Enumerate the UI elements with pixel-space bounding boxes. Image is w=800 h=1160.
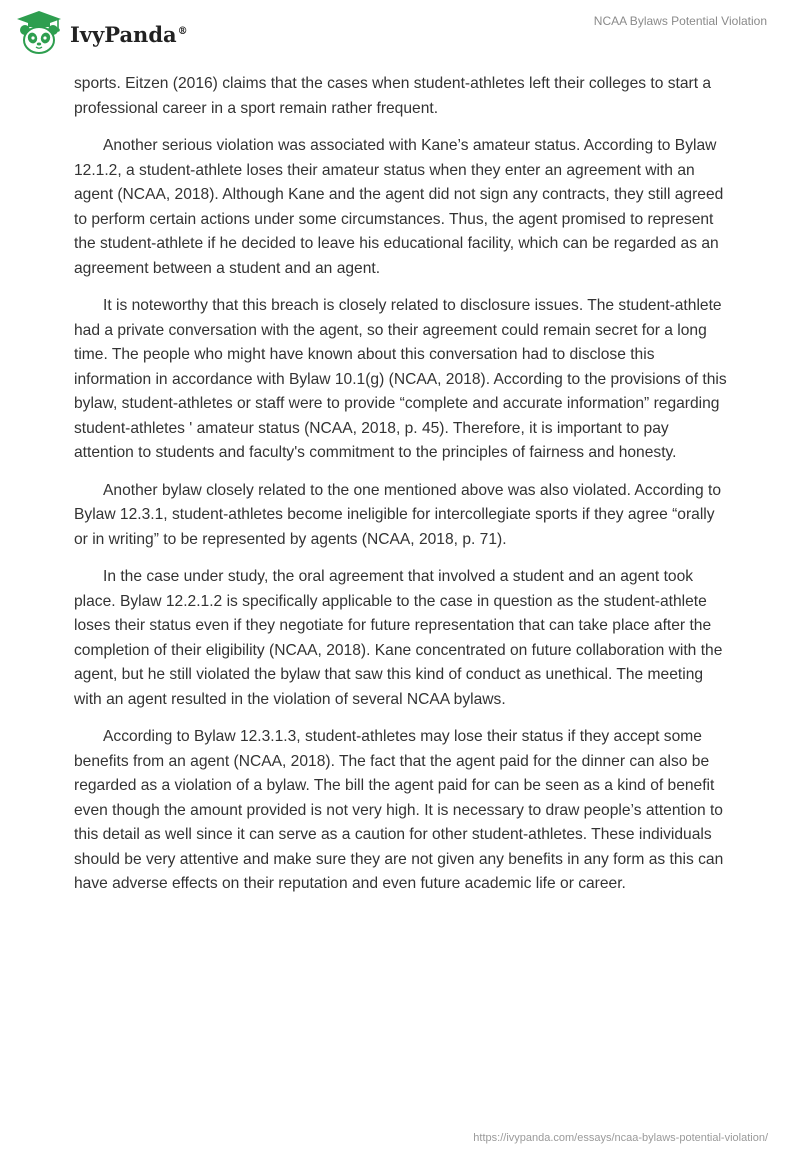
paragraph: It is noteworthy that this breach is closely related to disclosure issues. The student-athlete had a private conversation with the agent, so their agreement could remain secret for a long time. The people who might have known about this conversation had to disclose this information in accordance with Bylaw 10.1(g) (NCAA, 2018). According to the provisions of this bylaw, student-athletes or staff were to provide “complete and accurate information” regarding student-athletes ' amateur status (NCAA, 2018, p. 45). Therefore, it is important to pay attention to students and faculty's commitment to the principles of fairness and honesty.: [74, 297, 727, 461]
paragraph: Another serious violation was associated with Kane’s amateur status. According to Bylaw 12.1.2, a student-athlete loses their amateur status when they enter an agreement with an agent (NCAA, 2018). Although Kane and the agent did not sign any contracts, they still agreed to perform certain actions under some circumstances. Thus, the agent promised to represent the student-athlete if he decided to leave his educational facility, which can be regarded as an agreement between a student and an agent.: [74, 137, 724, 277]
logo-wordmark: IvyPanda®: [70, 21, 188, 47]
document-title: NCAA Bylaws Potential Violation: [593, 14, 767, 28]
ivypanda-logo[interactable]: [14, 8, 188, 58]
paragraph: Another bylaw closely related to the one mentioned above was also violated. According to Bylaw 12.3.1, student-athletes become ineligible for intercollegiate sports if they agree “orally or in writing” to be represented by agents (NCAA, 2018, p. 71).: [74, 481, 722, 548]
essay-body: [74, 72, 728, 910]
paragraph: In the case under study, the oral agreement that involved a student and an agent took place. Bylaw 12.2.1.2 is specifically applicable to the case in question as the student-athlete loses their status even if they negotiate for future representation that can take place after the completion of their eligibility (NCAA, 2018). Kane concentrated on future collaboration with the agent, but he still violated the bylaw that saw this kind of conduct as unethical. The meeting with an agent resulted in the violation of several NCAA bylaws.: [74, 568, 723, 708]
panda-graduate-icon: [14, 9, 64, 57]
paragraph: sports. Eitzen (2016) claims that the cases when student-athletes left their colleges to start a professional career in a sport remain rather frequent.: [74, 75, 712, 117]
page-header: [0, 0, 800, 70]
paragraph: According to Bylaw 12.3.1.3, student-athletes may lose their status if they accept some benefits from an agent (NCAA, 2018). The fact that the agent paid for the dinner can also be regarded as a violation of a bylaw. The bill the agent paid for can be seen as a kind of benefit even though the amount provided is not very high. It is necessary to draw people’s attention to this detail as well since it can serve as a caution for other student-athletes. These individuals should be very attentive and make sure they are not given any benefits in any form as this can have adverse effects on their reputation and even future academic life or career.: [74, 728, 724, 892]
source-url[interactable]: https://ivypanda.com/essays/ncaa-bylaws-potential-violation/: [473, 1132, 768, 1144]
